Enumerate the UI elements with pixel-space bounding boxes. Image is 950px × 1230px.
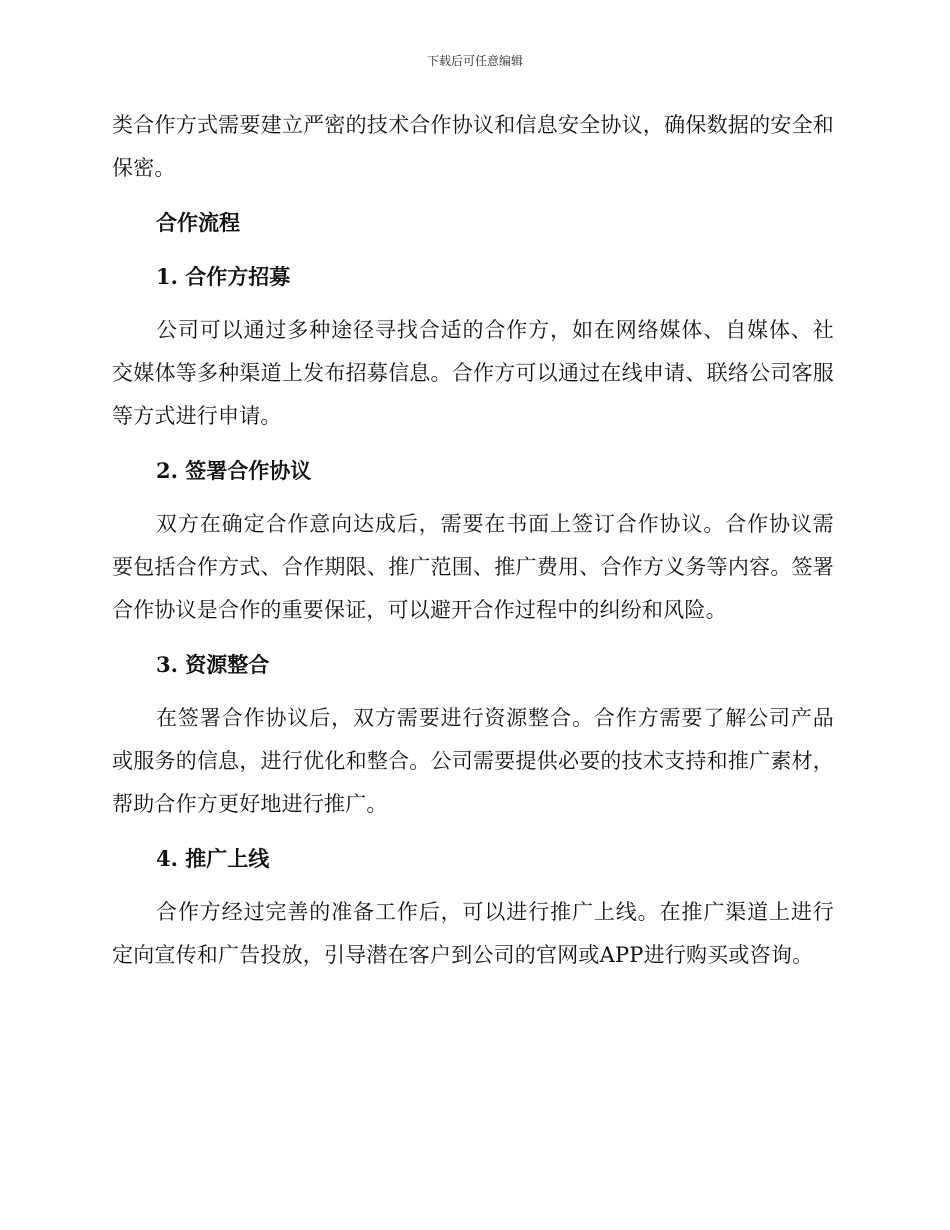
step-1-body: 公司可以通过多种途径寻找合适的合作方，如在网络媒体、自媒体、社交媒体等多种渠道上发布招募信息。合作方可以通过在线申请、联络公司客服等方式进行申请。 [112, 318, 834, 428]
intro-paragraph: 类合作方式需要建立严密的技术合作协议和信息安全协议，确保数据的安全和保密。 [112, 113, 834, 180]
page-header: 下载后可任意编辑 [426, 54, 523, 68]
step-3-body: 在签署合作协议后，双方需要进行资源整合。合作方需要了解公司产品或服务的信息，进行优化和整合。公司需要提供必要的技术支持和推广素材，帮助合作方更好地进行推广。 [112, 706, 834, 816]
step-4-body: 合作方经过完善的准备工作后，可以进行推广上线。在推广渠道上进行定向宣传和广告投放，引导潜在客户到公司的官网或APP进行购买或咨询。 [112, 900, 834, 967]
document-body [112, 104, 834, 977]
section-title: 合作流程 [156, 210, 240, 235]
step-4-heading: 4. 推广上线 [156, 846, 270, 871]
step-3-heading: 3. 资源整合 [156, 652, 270, 677]
step-2-heading: 2. 签署合作协议 [156, 458, 312, 483]
step-1-heading: 1. 合作方招募 [156, 264, 291, 289]
step-2-body: 双方在确定合作意向达成后，需要在书面上签订合作协议。合作协议需要包括合作方式、合作期限、推广范围、推广费用、合作方义务等内容。签署合作协议是合作的重要保证，可以避开合作过程中的纠纷和风险。 [112, 512, 834, 622]
